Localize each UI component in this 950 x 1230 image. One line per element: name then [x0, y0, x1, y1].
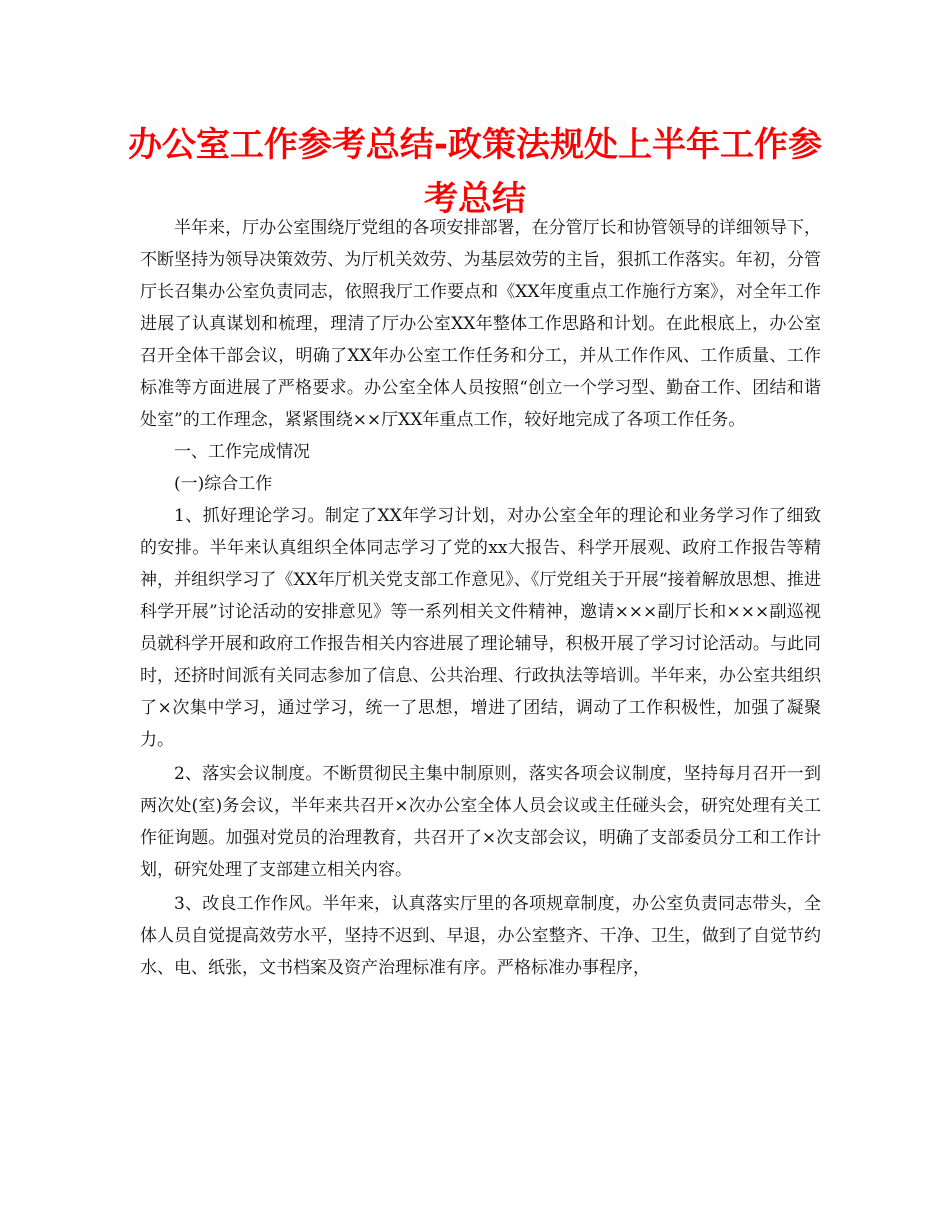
document-body — [140, 212, 821, 984]
document-title: 办公室工作参考总结-政策法规处上半年工作参考总结 — [127, 125, 823, 219]
subsection-heading-general-work: (一)综合工作 — [174, 474, 273, 494]
section-heading-work-status: 一、工作完成情况 — [174, 442, 310, 462]
paragraph-intro: 半年来，厅办公室围绕厅党组的各项安排部署，在分管厅长和协管领导的详细领导下，不断坚持为领导决策效劳、为厅机关效劳、为基层效劳的主旨，狠抓工作落实。年初，分管厅长召集办公室负责同志，依照我厅工作要点和《XX年度重点工作施行方案》，对全年工作进展了认真谋划和梳理，理清了厅办公室XX年整体工作思路和计划。在此根底上，办公室召开全体干部会议，明确了XX年办公室工作任务和分工，并从工作作风、工作质量、工作标准等方面进展了严格要求。办公室全体人员按照“创立一个学习型、勤奋工作、团结和谐处室”的工作理念，紧紧围绕××厅XX年重点工作，较好地完成了各项工作任务。 — [140, 218, 821, 430]
paragraph-theory-study: 1、抓好理论学习。制定了XX年学习计划，对办公室全年的理论和业务学习作了细致的安排。半年来认真组织全体同志学习了党的xx大报告、科学开展观、政府工作报告等精神，并组织学习了《XX年厅机关党支部工作意见》、《厅党组关于开展“接着解放思想、推进科学开展”讨论活动的安排意见》等一系列相关文件精神，邀请×××副厅长和×××副巡视员就科学开展和政府工作报告相关内容进展了理论辅导，积极开展了学习讨论活动。与此同时，还挤时间派有关同志参加了信息、公共治理、行政执法等培训。半年来，办公室共组织了×次集中学习，通过学习，统一了思想，增进了团结，调动了工作积极性，加强了凝聚力。 — [140, 506, 821, 750]
paragraph-meeting-system: 2、落实会议制度。不断贯彻民主集中制原则，落实各项会议制度，坚持每月召开一到两次处(室)务会议，半年来共召开×次办公室全体人员会议或主任碰头会，研究处理有关工作征询题。加强对党员的治理教育，共召开了×次支部会议，明确了支部委员分工和工作计划，研究处理了支部建立相关内容。 — [140, 764, 821, 880]
paragraph-work-style: 3、改良工作作风。半年来，认真落实厅里的各项规章制度，办公室负责同志带头，全体人员自觉提高效劳水平，坚持不迟到、早退，办公室整齐、干净、卫生，做到了自觉节约水、电、纸张，文书档案及资产治理标准有序。严格标准办事程序， — [140, 894, 821, 978]
